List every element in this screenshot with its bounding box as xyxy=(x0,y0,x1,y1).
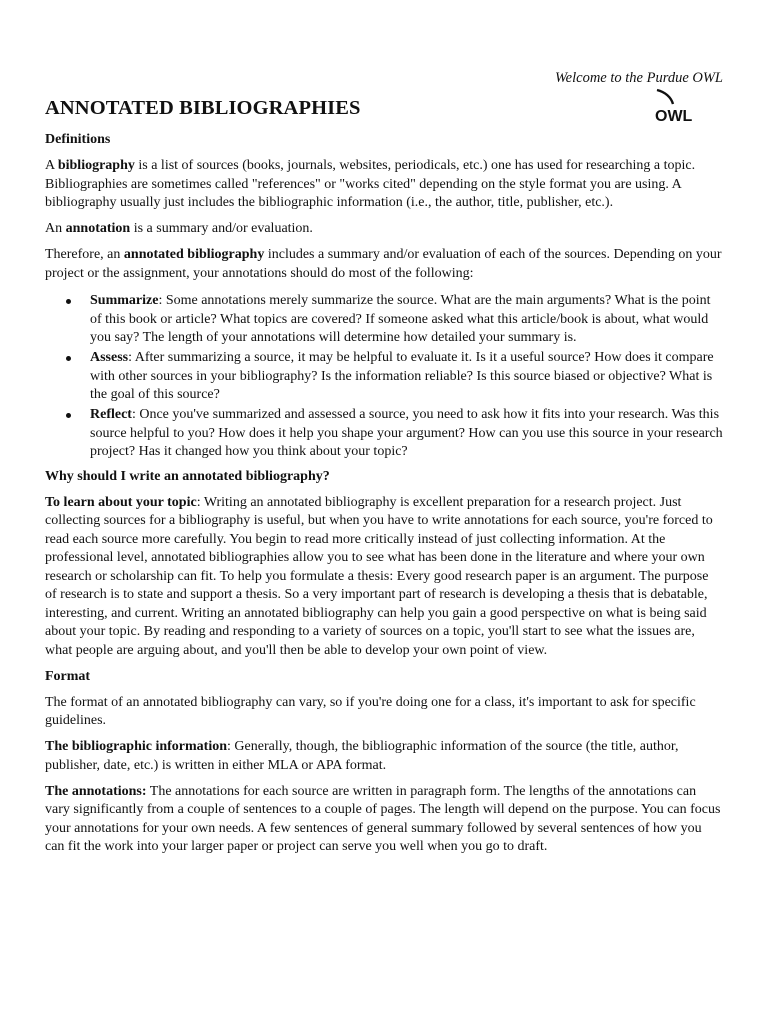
bold-term: The annotations: xyxy=(45,783,147,799)
page-title: ANNOTATED BIBLIOGRAPHIES xyxy=(45,97,361,119)
welcome-header: Welcome to the Purdue OWL xyxy=(554,70,723,86)
annotated-bibliography-definition xyxy=(45,246,723,283)
text-run: : Writing an annotated bibliography is excellent preparation for a research project. Just collecting sources for a bibliography is useful, but when you have to write annotations for each source, you're forced to read each source more carefully. You begin to read more critically instead of just collecting information. At the professional level, annotated bibliographies allow you to see what has been done in the literature and where your own research or scholarship can fit. To help you formulate a thesis: Every good research paper is an argument. The purpose of research is to state and support a thesis. So a very important part of research is developing a thesis that is debatable, interesting, and current. Writing an annotated bibliography can help you gain a good perspective on what is being said about your topic. By reading and responding to a variety of sources on a topic, you'll start to see what the issues are, what people are arguing about, and you'll then be able to develop your own point of view. xyxy=(45,494,713,658)
text-run: : Some annotations merely summarize the source. What are the main arguments? What is the point of this book or article? What topics are covered? If someone asked what this article/book is about, what would you say? The length of your annotations will determine how detailed your summary is. xyxy=(90,293,711,345)
owl-logo xyxy=(651,88,711,126)
text-run: A xyxy=(45,158,58,173)
bold-term: bibliography xyxy=(57,158,135,173)
bold-term: Assess xyxy=(90,350,129,365)
bullet-icon xyxy=(66,413,71,418)
bold-term: annotation xyxy=(65,221,131,236)
bullet-list xyxy=(45,292,723,462)
owl-logo-text: OWL xyxy=(655,108,693,125)
bibliographic-information-paragraph xyxy=(45,738,723,775)
bullet-item-summarize xyxy=(45,292,723,348)
bullet-icon xyxy=(66,299,71,304)
text-run: The annotations for each source are written in paragraph form. The lengths of the annotations can vary significantly from a couple of sentences to a couple of pages. The length will depend on the purpose. You can focus your annotations for your own needs. A few sentences of general summary followed by several sentences of how you can fit the work into your larger paper or project can serve you well when you go to draft. xyxy=(45,783,721,854)
bullet-item-reflect xyxy=(45,406,723,462)
annotations-paragraph xyxy=(45,783,723,857)
bullet-item-assess xyxy=(45,349,723,405)
text-run: Therefore, an xyxy=(45,247,124,262)
bold-term: Reflect xyxy=(90,407,132,422)
bold-term: To learn about your topic xyxy=(45,494,197,510)
text-run: : After summarizing a source, it may be helpful to evaluate it. Is it a useful source? How does it compare with other sources in your bibliography? Is the information reliable? Is this source biased or objective? What is the goal of this source? xyxy=(90,350,714,402)
text-run: : Generally, though, the bibliographic information of the source (the title, author, publisher, date, etc.) is written in either MLA or APA format. xyxy=(45,739,679,773)
text-run: is a list of sources (books, journals, websites, periodicals, etc.) one has used for researching a topic. Bibliographies are sometimes called "references" or "works cited" depending on the style format you are using. A bibliography usually just includes the bibliographic information (i.e., the author, title, publisher, etc.). xyxy=(45,158,696,210)
text-run: An xyxy=(45,221,66,236)
bibliography-definition xyxy=(45,157,723,213)
owl-logo-swoosh xyxy=(657,90,673,104)
format-heading: Format xyxy=(45,668,91,684)
why-heading: Why should I write an annotated bibliography? xyxy=(45,468,330,484)
bold-term: annotated bibliography xyxy=(123,247,265,262)
why-paragraph xyxy=(45,494,723,661)
annotation-definition xyxy=(45,220,723,239)
bullet-icon xyxy=(66,356,71,361)
document-body xyxy=(45,131,723,864)
text-run: is a summary and/or evaluation. xyxy=(130,221,313,236)
text-run: : Once you've summarized and assessed a source, you need to ask how it fits into your research. Was this source helpful to you? How does it help you shape your argument? How can you use this source in your research project? Has it changed how you think about your topic? xyxy=(90,407,723,459)
definitions-heading: Definitions xyxy=(45,132,111,147)
bold-term: Summarize xyxy=(90,293,159,308)
bold-term: The bibliographic information xyxy=(45,739,228,754)
format-paragraph: The format of an annotated bibliography can vary, so if you're doing one for a class, it's important to ask for specific guidelines. xyxy=(45,694,696,728)
text-run: includes a summary and/or evaluation of each of the sources. Depending on your project or the assignment, your annotations should do most of the following: xyxy=(45,247,722,281)
